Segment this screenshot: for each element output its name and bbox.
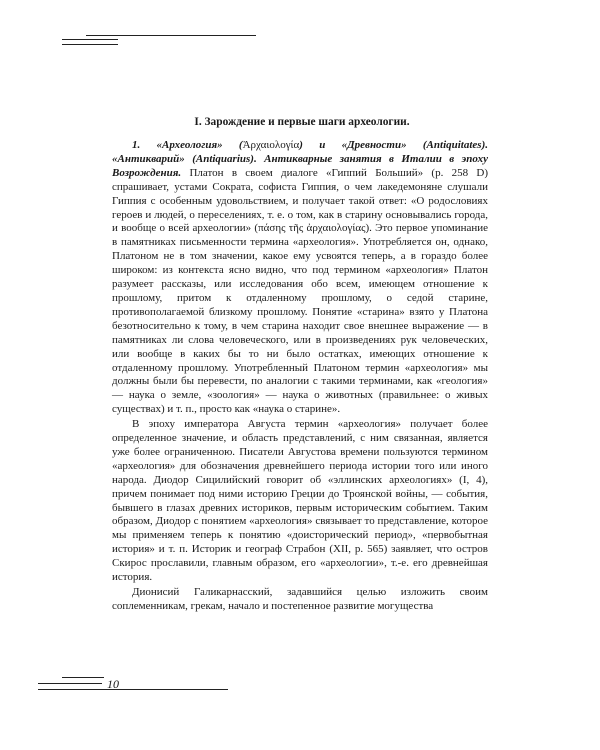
paragraph-3: Дионисий Галикарнасский, задавшийся целью изложить своим соплеменникам, грекам, начало и постепенное развитие могущества — [112, 586, 488, 612]
greek-phrase: πάσης τῆς ἀρχαιολογίας — [258, 222, 366, 235]
header-rule-bottom — [62, 44, 118, 45]
footer-rule-upper-short — [62, 677, 104, 678]
footer-rule-long — [38, 689, 228, 690]
paragraph-2: В эпоху императора Августа термин «археология» получает более определенное значение, и область представлений, с ним связанная, является уже более ограниченною. Писатели Августова времени пользуются термином «археология» для обозначения древнейшего периода истории того или иного народа. Диодор Сицилийский говорит об «эллинских археологиях» (I, 4), причем понимает под ними историю Греции до Троянской войны, — события, бывшего в глазах древних историков, первым историческим событием. Таким образом, Диодор с понятием «археология» связывает то представление, которое мы применяем теперь к понятию «доисторический период», «первобытная история» и т. п. Историк и географ Страбон (XII, р. 565) заявляет, что остров Скирос прославили, главным образом, его «археологии», т.-е. его древнейшая история. — [112, 418, 488, 584]
greek-term: Ἀρχαιολογία — [242, 139, 300, 151]
header-rule-top — [86, 35, 256, 36]
footer-rule-middle-short — [38, 683, 102, 684]
paragraph-1: 1. «Археология» (Ἀρχαιολογία) и «Древности» (Antiquitates). «Антикварий» (Antiquarius). Антикварные занятия в Италии в эпоху Возрождения. Платон в своем диалоге «Гиппий Больший» (р. 258 D) спрашивает, устами Сократа, софиста Гиппия, о чем лакедемоняне слушали Гиппия с особенным удовольствием, и получает такой ответ: «О родословиях героев и людей, о переселениях, т. е. о том, как в старину основывались города, и вообще о всей археологии» (πάσης τῆς ἀρχαιολογίας). Это первое упоминание в памятниках письменности термина «археология». Употребляется он, однако, Платоном не в том значении, какое ему усвоятся теперь, а в гораздо более широком: из контекста ясно видно, что под термином «археология» Платон разумеет рассказы, или исследования обо всем, имеющем отношение к прошлому, притом к отдаленному прошлому, о седой старине, противополагаемой близкому прошлому. Понятие «старина» взято у Платона безотносительно к тому, в чем старина находит свое внешнее выражение — в памятниках ли слова человеческого, или в произведениях рук человеческих, или вообще в каких бы то ни было остатках, имеющих отношение к отдаленному прошлому. Употребленный Платоном термин «археология» мы должны были бы перевести, по аналогии с такими терминами, как «геология» — наука о земле, «зоология» — наука о животных (правильнее: о живых существах) и т. п., просто как «наука о старине». — [112, 139, 489, 416]
chapter-title: I. Зарождение и первые шаги археологии. — [194, 116, 410, 128]
page-number: 10 — [107, 677, 119, 691]
header-rule-middle — [62, 39, 118, 40]
section-heading: 1. «Археология» (Ἀρχαιολογία) и «Древности» (Antiquitates). «Антикварий» (Antiquarius). Антикварные занятия в Италии в эпоху Возрождения. — [112, 139, 488, 179]
body-text — [112, 139, 488, 614]
